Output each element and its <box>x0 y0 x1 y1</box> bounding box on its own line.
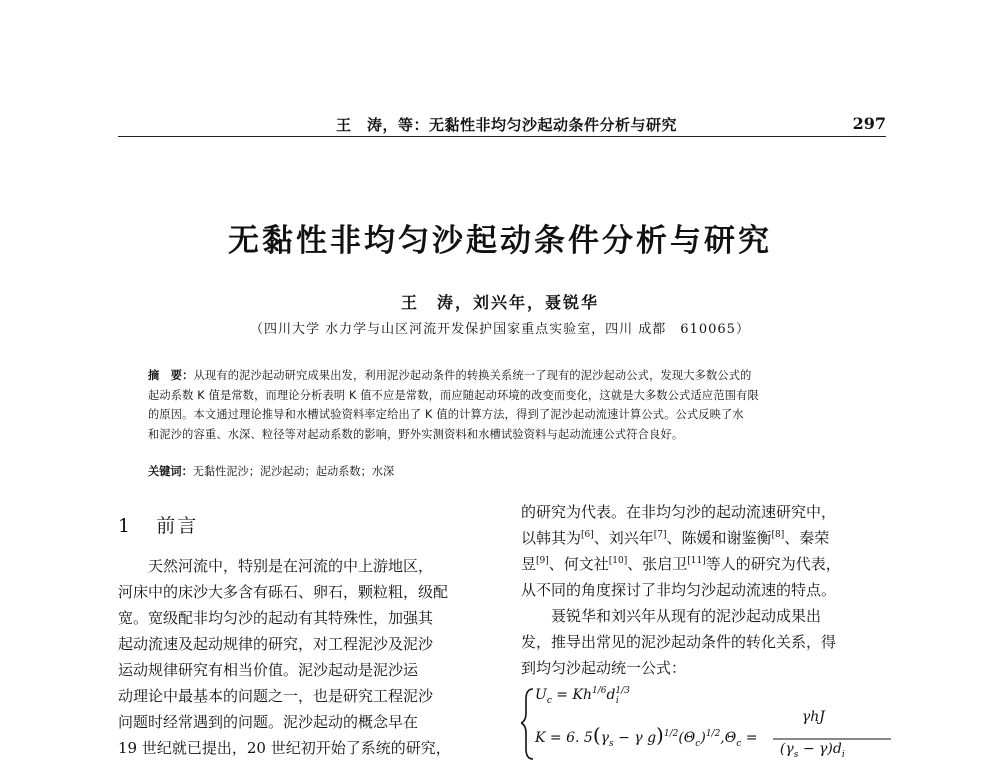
body-line: 到均匀沙起动统一公式： <box>521 659 687 677</box>
body-line: 聂锐华和刘兴年从现有的泥沙起动成果出 <box>551 607 822 625</box>
body-line: 动理论中最基本的问题之一，也是研究工程泥沙 <box>118 687 434 705</box>
formula-sub: s <box>793 749 799 760</box>
formula-sub: s <box>609 738 614 749</box>
citation-ref: [8] <box>771 530 785 540</box>
body-line: 的研究为代表。在非均匀沙的起动流速研究中， <box>521 503 837 521</box>
body-line: 发，推导出常见的泥沙起动条件的转化关系，得 <box>521 633 837 651</box>
formula-text: g <box>647 730 657 746</box>
formula-text: U <box>535 687 547 703</box>
formula-sup: 1/6 <box>591 686 607 696</box>
left-column <box>118 553 488 761</box>
body-line: 问题时经常遇到的问题。泥沙起动的概念早在 <box>118 713 419 731</box>
paren-icon: ( <box>592 723 601 747</box>
formula-text: (γ <box>779 741 794 757</box>
body-text: 、刘兴年 <box>593 529 654 547</box>
abstract-line: 的原因。本文通过理论推导和水槽试验资料率定给出了 K 值的计算方法，得到了泥沙起动流速计算公式。公式反映了水 <box>148 408 744 421</box>
citation-ref: [9] <box>536 556 549 566</box>
abstract-line: 起动系数 K 值是常数，而理论分析表明 K 值不应是常数，而应随起动环境的改变而变化，这就是大多数公式适应范围有限 <box>148 388 759 402</box>
section-title: 前言 <box>156 515 199 537</box>
formula-text: (Θ <box>678 730 696 746</box>
citation-ref: [6] <box>581 530 594 540</box>
body-line: 河床中的床沙大多含有砾石、卵石，颗粒粗，级配 <box>118 583 449 601</box>
formula-text: ) <box>700 730 706 746</box>
citation-ref: [10] <box>608 556 628 566</box>
abstract-text: 从现有的泥沙起动研究成果出发，利用泥沙起动条件的转换关系统一了现有的泥沙起动公式，发现大多数公式的 <box>193 369 752 382</box>
formula <box>521 683 901 763</box>
body-text: 、何文社 <box>548 555 609 573</box>
citation-ref: [11] <box>687 556 706 566</box>
formula-row-coefficient <box>535 709 880 760</box>
right-column <box>521 499 889 681</box>
formula-sup: 1/3 <box>615 686 630 696</box>
abstract-line: 和泥沙的容重、水深、粒径等对起动系数的影响，野外实测资料和水槽试验资料与起动流速公式符合良好。 <box>148 427 684 441</box>
paper-title: 无黏性非均匀沙起动条件分析与研究 <box>228 223 772 259</box>
keywords-text: 无黏性泥沙；泥沙起动；起动系数；水深 <box>192 465 395 478</box>
body-text: 、陈媛和谢鉴衡 <box>666 529 772 547</box>
keywords-label: 关键词： <box>148 465 193 478</box>
section-number: 1 <box>118 515 133 537</box>
abstract-line <box>148 366 862 386</box>
body-line: 起动流速及起动规律的研究，对工程泥沙及泥沙 <box>118 635 434 653</box>
fraction-denominator <box>780 741 845 760</box>
formula-sup: 1/2 <box>663 729 679 739</box>
body-text: 以韩其为 <box>521 529 582 547</box>
body-text: 、秦荣 <box>784 529 830 547</box>
body-text: 、张启卫 <box>627 555 688 573</box>
abstract-label: 摘 要： <box>148 369 194 382</box>
fraction-numerator: γhJ <box>801 709 825 725</box>
formula-sub: c <box>736 738 742 749</box>
body-line: 运动规律研究有相当价值。泥沙起动是泥沙运 <box>118 661 419 679</box>
body-line: 从不同的角度探讨了非均匀沙起动流速的特点。 <box>521 581 837 599</box>
formula-text: γ <box>600 730 609 746</box>
formula-text: ,Θ <box>720 730 737 746</box>
formula-row-velocity <box>535 686 630 706</box>
body-line <box>521 525 889 551</box>
body-line: 宽。宽级配非均匀沙的起动有其特殊性，加强其 <box>118 609 434 627</box>
body-line: 19 世纪就已提出，20 世纪初开始了系统的研究， <box>118 739 451 757</box>
keywords <box>148 463 862 479</box>
formula-sub: c <box>695 738 701 749</box>
paren-icon: ) <box>656 723 664 747</box>
formula-sub: i <box>615 695 619 706</box>
affiliation: （四川大学 水力学与山区河流开发保护国家重点实验室，四川 成都 610065） <box>250 322 750 337</box>
abstract <box>148 366 862 444</box>
running-title: 王 涛，等：无黏性非均匀沙起动条件分析与研究 <box>336 116 678 134</box>
formula-text: K = 6. 5 <box>535 730 593 746</box>
body-text: 昱 <box>521 555 537 573</box>
page-number: 297 <box>852 114 886 133</box>
authors: 王 涛，刘兴年，聂锐华 <box>400 293 599 312</box>
formula-sup: 1/2 <box>705 729 721 739</box>
formula-text: − γ <box>613 730 643 746</box>
formula-text: = Kh <box>551 687 592 703</box>
citation-ref: [7] <box>653 530 667 540</box>
body-line: 天然河流中，特别是在河流的中上游地区， <box>148 557 434 575</box>
running-header <box>118 114 886 137</box>
left-brace-icon <box>521 689 533 759</box>
formula-sub: c <box>546 695 552 706</box>
formula-sub: i <box>841 749 845 760</box>
formula-text: d <box>606 687 616 703</box>
formula-text: − γ)d <box>798 741 842 757</box>
section-heading <box>118 511 198 538</box>
body-text: 等人的研究为代表， <box>705 555 841 573</box>
formula-text: = <box>741 730 762 746</box>
body-line <box>521 551 889 577</box>
